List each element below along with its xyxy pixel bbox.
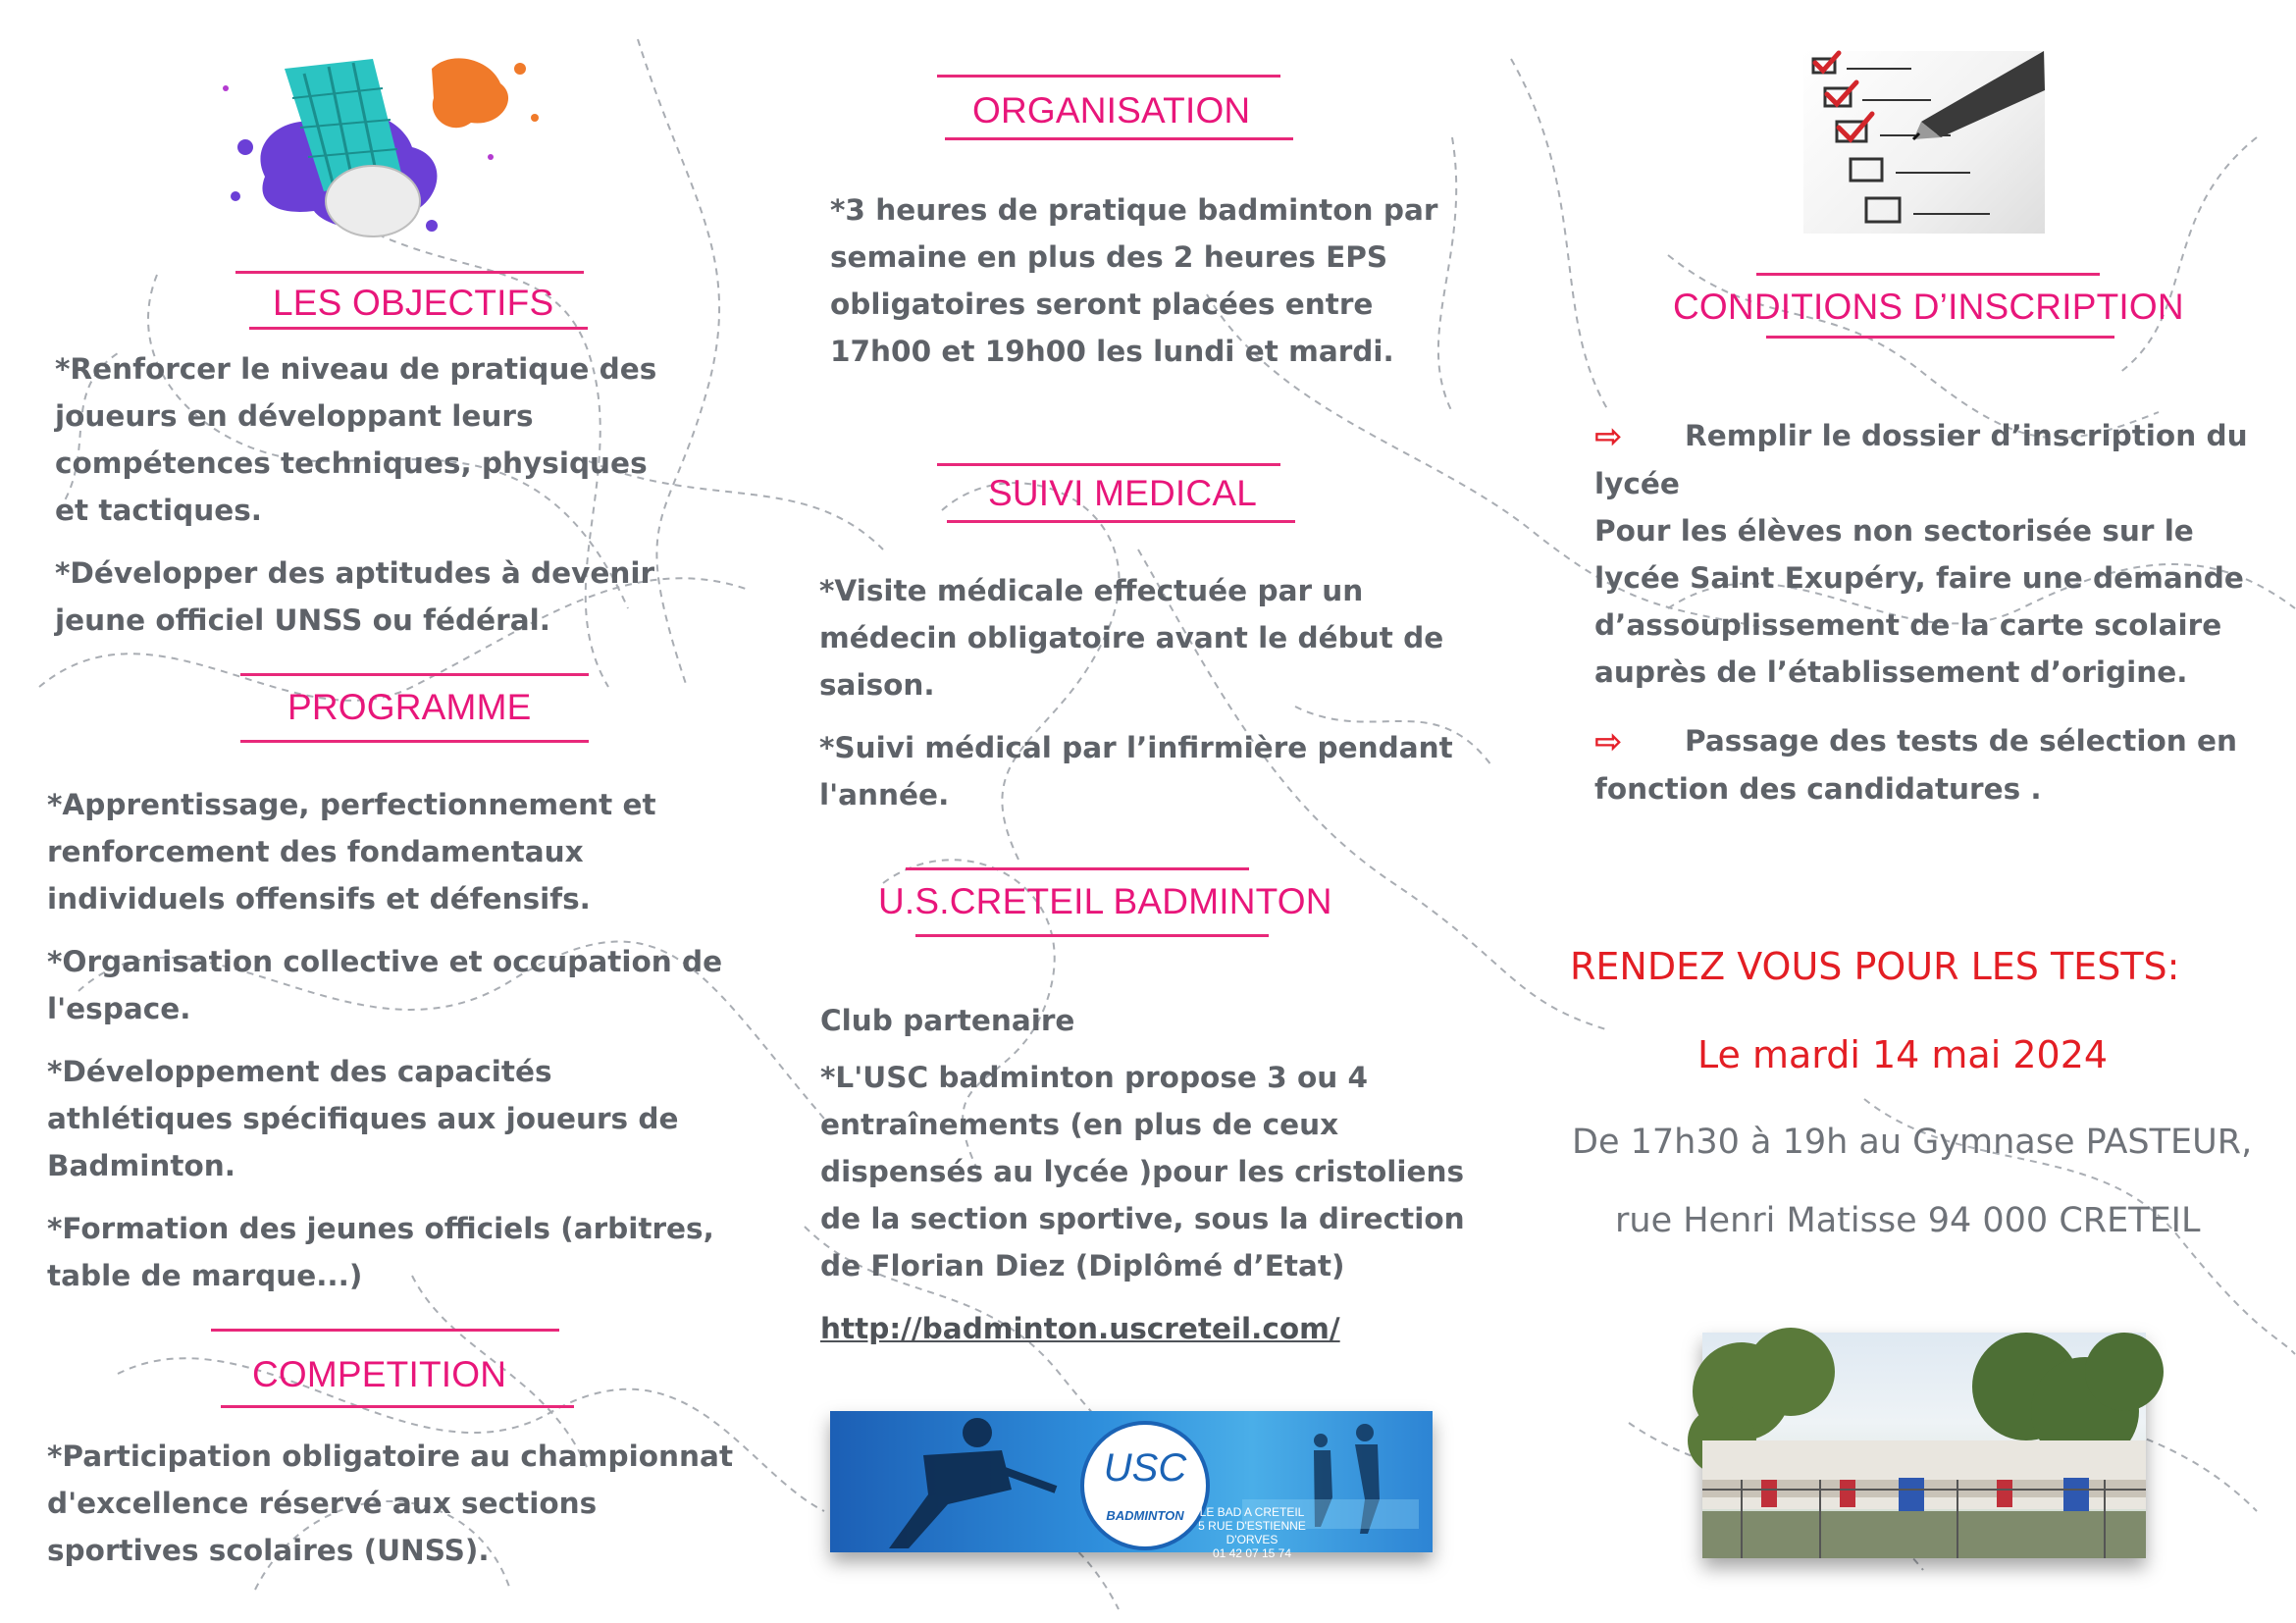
heading-rule-top	[937, 463, 1280, 466]
competition-item: *Participation obligatoire au championnat d'excellence réservé aux sections sportives scolaires (UNSS).	[47, 1440, 734, 1567]
gymnasium-photo	[1702, 1333, 2146, 1558]
conditions-body	[1594, 412, 2262, 812]
tests-location-line-1: De 17h30 à 19h au Gymnase PASTEUR,	[1572, 1123, 2253, 1162]
heading-rule-top	[1756, 273, 2100, 276]
tests-location-line-2: rue Henri Matisse 94 000 CRETEIL	[1615, 1201, 2201, 1240]
usc-title: U.S.CRETEIL BADMINTON	[878, 881, 1332, 921]
checklist-illustration	[1803, 51, 2045, 234]
pen-icon	[1913, 51, 2045, 139]
condition-item-2	[1594, 717, 2262, 765]
banner-line: 01 42 07 15 74	[1212, 1546, 1292, 1560]
organisation-text: *3 heures de pratique badminton par semaine en plus des 2 heures EPS obligatoires seront placées entre 17h00 et 19h00 les lundi et mardi.	[830, 193, 1438, 368]
condition-1-first-line: Remplir le dossier d’inscription du	[1685, 419, 2248, 452]
objectifs-item: *Développer des aptitudes à devenir jeune officiel UNSS ou fédéral.	[55, 556, 655, 637]
heading-rule-top	[211, 1329, 559, 1332]
suivi-item: *Suivi médical par l’infirmière pendant l'année.	[819, 731, 1453, 812]
objectifs-heading	[235, 265, 589, 334]
programme-heading	[240, 669, 594, 738]
objectifs-item: *Renforcer le niveau de pratique des joueurs en développant leurs compétences techniques, physiques et tactiques.	[55, 352, 657, 527]
competition-title: COMPETITION	[252, 1354, 507, 1394]
condition-item-1	[1594, 412, 2262, 460]
condition-1-extra: Pour les élèves non sectorisée sur le lycée Saint Exupéry, faire une demande d’assouplissement de la carte scolaire auprès de l’établissement d’origine.	[1594, 514, 2244, 689]
paint-splash-orange	[432, 58, 539, 128]
heading-rule-bottom	[947, 520, 1295, 523]
usc-logo-sub: BADMINTON	[1106, 1508, 1184, 1523]
tests-title: RENDEZ VOUS POUR LES TESTS:	[1570, 945, 2180, 988]
heading-rule-bottom	[915, 934, 1269, 937]
banner-line: 5 RUE D'ESTIENNE D'ORVES	[1198, 1519, 1306, 1546]
programme-title: PROGRAMME	[287, 687, 532, 727]
conditions-title: CONDITIONS D’INSCRIPTION	[1673, 287, 2184, 327]
organisation-body	[830, 186, 1468, 391]
programme-body	[47, 781, 724, 1315]
usc-heading	[876, 864, 1386, 942]
competition-body	[47, 1433, 734, 1590]
programme-item: *Formation des jeunes officiels (arbitres, table de marque...)	[47, 1212, 714, 1292]
suivi-item: *Visite médicale effectuée par un médecin obligatoire avant le début de saison.	[819, 574, 1444, 702]
organisation-heading	[937, 71, 1310, 149]
usc-text: *L'USC badminton propose 3 ou 4 entraînements (en plus de ceux dispensés au lycée )pour les cristoliens de la section sportive, sous la direction de Florian Diez (Diplômé d’Etat)	[820, 1061, 1465, 1283]
usc-body	[820, 997, 1478, 1352]
usc-banner	[830, 1411, 1433, 1560]
heading-rule-top	[906, 867, 1249, 870]
usc-subtitle: Club partenaire	[820, 1004, 1075, 1037]
heading-rule-bottom	[221, 1405, 574, 1408]
conditions-heading	[1673, 269, 2222, 347]
programme-item: *Développement des capacités athlétiques spécifiques aux joueurs de Badminton.	[47, 1055, 679, 1182]
heading-rule-top	[937, 75, 1280, 78]
suivi-body	[819, 567, 1467, 834]
objectifs-title: LES OBJECTIFS	[273, 283, 554, 323]
heading-rule-top	[240, 673, 589, 676]
tests-date: Le mardi 14 mai 2024	[1697, 1033, 2109, 1076]
usc-website-link[interactable]: http://badminton.uscreteil.com/	[820, 1312, 1340, 1345]
arrow-right-icon: ⇨	[1594, 722, 1623, 761]
checkbox-list	[1813, 59, 1990, 222]
condition-2-first-line: Passage des tests de sélection en	[1685, 724, 2238, 758]
heading-rule-top	[235, 271, 584, 274]
shuttle-cork	[326, 166, 420, 236]
grass	[1702, 1511, 2146, 1558]
usc-logo-text: USC	[1103, 1446, 1187, 1490]
usc-banner-info	[1193, 1505, 1311, 1560]
objectifs-body	[55, 345, 683, 659]
suivi-title: SUIVI MEDICAL	[988, 473, 1257, 513]
shuttlecock-illustration	[206, 29, 579, 245]
suivi-heading	[937, 459, 1310, 538]
heading-rule-bottom	[249, 327, 588, 330]
condition-2-rest: fonction des candidatures .	[1594, 772, 2042, 806]
usc-logo-circle	[1080, 1421, 1210, 1550]
arrow-right-icon: ⇨	[1594, 417, 1623, 456]
programme-item: *Organisation collective et occupation de l'espace.	[47, 945, 723, 1025]
player-silhouette-left	[889, 1418, 1056, 1548]
heading-rule-bottom	[240, 740, 589, 743]
programme-item: *Apprentissage, perfectionnement et renforcement des fondamentaux individuels offensifs et défensifs.	[47, 788, 656, 916]
condition-1-rest: lycée	[1594, 467, 1680, 500]
banner-line: LE BAD A CRETEIL	[1199, 1505, 1305, 1519]
heading-rule-bottom	[945, 137, 1293, 140]
competition-heading	[211, 1325, 574, 1403]
heading-rule-bottom	[1766, 336, 2114, 339]
organisation-title: ORGANISATION	[972, 90, 1251, 131]
